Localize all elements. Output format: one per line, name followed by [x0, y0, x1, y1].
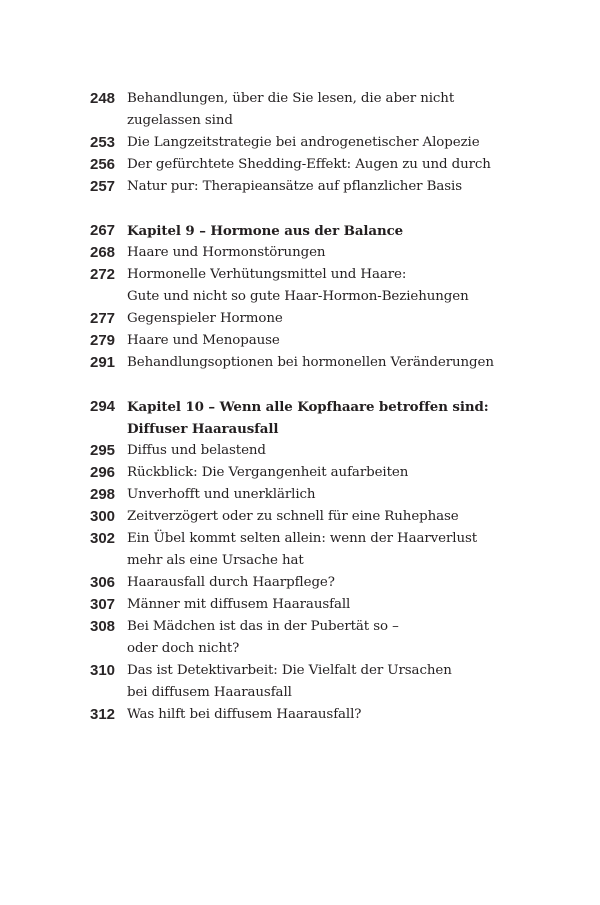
entry-title-line: Haare und Hormonstörungen: [127, 245, 326, 260]
entry-title-line: Bei Mädchen ist das in der Pubertät so –: [127, 619, 399, 634]
entry-title: [127, 132, 480, 154]
entry-title: [127, 440, 266, 462]
toc-section: [90, 396, 530, 726]
toc-entry: [90, 352, 530, 374]
toc-section: [90, 220, 530, 374]
page-number: 312: [90, 706, 116, 723]
page-number: 272: [90, 266, 116, 283]
entry-title-line: Kapitel 10 – Wenn alle Kopfhaare betroffen sind:: [127, 399, 489, 415]
entry-title-line: Hormonelle Verhütungsmittel und Haare:: [127, 267, 407, 282]
page-number: 295: [90, 442, 116, 459]
entry-title-line: Ein Übel kommt selten allein: wenn der Haarverlust: [127, 531, 478, 546]
entry-title: [127, 330, 280, 352]
entry-title: [127, 242, 325, 264]
entry-title: [127, 220, 403, 242]
entry-title: [127, 616, 399, 660]
page-number: 257: [90, 178, 116, 195]
entry-title-line: bei diffusem Haarausfall: [127, 685, 292, 700]
toc-entry: [90, 528, 530, 572]
entry-title: [127, 484, 315, 506]
entry-title-line: Diffuser Haarausfall: [127, 421, 279, 437]
toc-entry: [90, 616, 530, 660]
toc-entry: [90, 154, 530, 176]
page-number: 267: [90, 222, 116, 239]
toc-entry: [90, 484, 530, 506]
page-number: 310: [90, 662, 116, 679]
entry-title: [127, 528, 477, 572]
entry-title: [127, 660, 452, 704]
entry-title-line: Der gefürchtete Shedding-Effekt: Augen zu und durch: [127, 157, 491, 172]
entry-title-line: Die Langzeitstrategie bei androgenetischer Alopezie: [127, 135, 480, 150]
toc-entry: [90, 572, 530, 594]
entry-title: [127, 308, 283, 330]
entry-title-line: Rückblick: Die Vergangenheit aufarbeiten: [127, 465, 409, 480]
page-number: 256: [90, 156, 116, 173]
page-number: 294: [90, 398, 116, 415]
table-of-contents: [90, 88, 530, 748]
entry-title: [127, 176, 462, 198]
entry-title-line: Was hilft bei diffusem Haarausfall?: [127, 707, 362, 722]
toc-entry: [90, 176, 530, 198]
toc-entry: [90, 594, 530, 616]
entry-title-line: mehr als eine Ursache hat: [127, 553, 304, 568]
page-number: 248: [90, 90, 116, 107]
toc-entry: [90, 440, 530, 462]
toc-entry: [90, 264, 530, 308]
entry-title-line: Unverhofft und unerklärlich: [127, 487, 316, 502]
toc-entry: [90, 462, 530, 484]
toc-chapter-heading: [90, 220, 530, 242]
page-number: 302: [90, 530, 116, 547]
entry-title: [127, 572, 335, 594]
entry-title-line: Haare und Menopause: [127, 333, 280, 348]
page-number: 253: [90, 134, 116, 151]
toc-entry: [90, 506, 530, 528]
page-number: 277: [90, 310, 116, 327]
toc-section: [90, 88, 530, 198]
entry-title: [127, 396, 489, 440]
toc-entry: [90, 704, 530, 726]
toc-entry: [90, 308, 530, 330]
entry-title: [127, 352, 494, 374]
entry-title: [127, 704, 361, 726]
page-number: 291: [90, 354, 116, 371]
toc-entry: [90, 242, 530, 264]
page-number: 268: [90, 244, 116, 261]
entry-title-line: Behandlungsoptionen bei hormonellen Veränderungen: [127, 355, 494, 370]
entry-title-line: Behandlungen, über die Sie lesen, die aber nicht: [127, 91, 455, 106]
entry-title: [127, 506, 459, 528]
entry-title-line: zugelassen sind: [127, 113, 233, 128]
toc-chapter-heading: [90, 396, 530, 440]
page-number: 298: [90, 486, 116, 503]
toc-entry: [90, 330, 530, 352]
toc-entry: [90, 660, 530, 704]
entry-title: [127, 594, 350, 616]
toc-entry: [90, 132, 530, 154]
toc-entry: [90, 88, 530, 132]
page-number: 296: [90, 464, 116, 481]
page-number: 307: [90, 596, 116, 613]
entry-title-line: Kapitel 9 – Hormone aus der Balance: [127, 223, 404, 239]
entry-title: [127, 88, 454, 132]
page-number: 308: [90, 618, 116, 635]
entry-title-line: oder doch nicht?: [127, 641, 240, 656]
entry-title-line: Natur pur: Therapieansätze auf pflanzlicher Basis: [127, 179, 462, 194]
entry-title-line: Männer mit diffusem Haarausfall: [127, 597, 351, 612]
page-number: 300: [90, 508, 116, 525]
entry-title: [127, 154, 491, 176]
entry-title-line: Zeitverzögert oder zu schnell für eine Ruhephase: [127, 509, 459, 524]
page-number: 279: [90, 332, 116, 349]
entry-title-line: Gute und nicht so gute Haar-Hormon-Beziehungen: [127, 289, 469, 304]
entry-title-line: Gegenspieler Hormone: [127, 311, 283, 326]
entry-title-line: Haarausfall durch Haarpflege?: [127, 575, 335, 590]
entry-title-line: Das ist Detektivarbeit: Die Vielfalt der Ursachen: [127, 663, 452, 678]
page-number: 306: [90, 574, 116, 591]
entry-title: [127, 462, 408, 484]
entry-title: [127, 264, 469, 308]
entry-title-line: Diffus und belastend: [127, 443, 266, 458]
